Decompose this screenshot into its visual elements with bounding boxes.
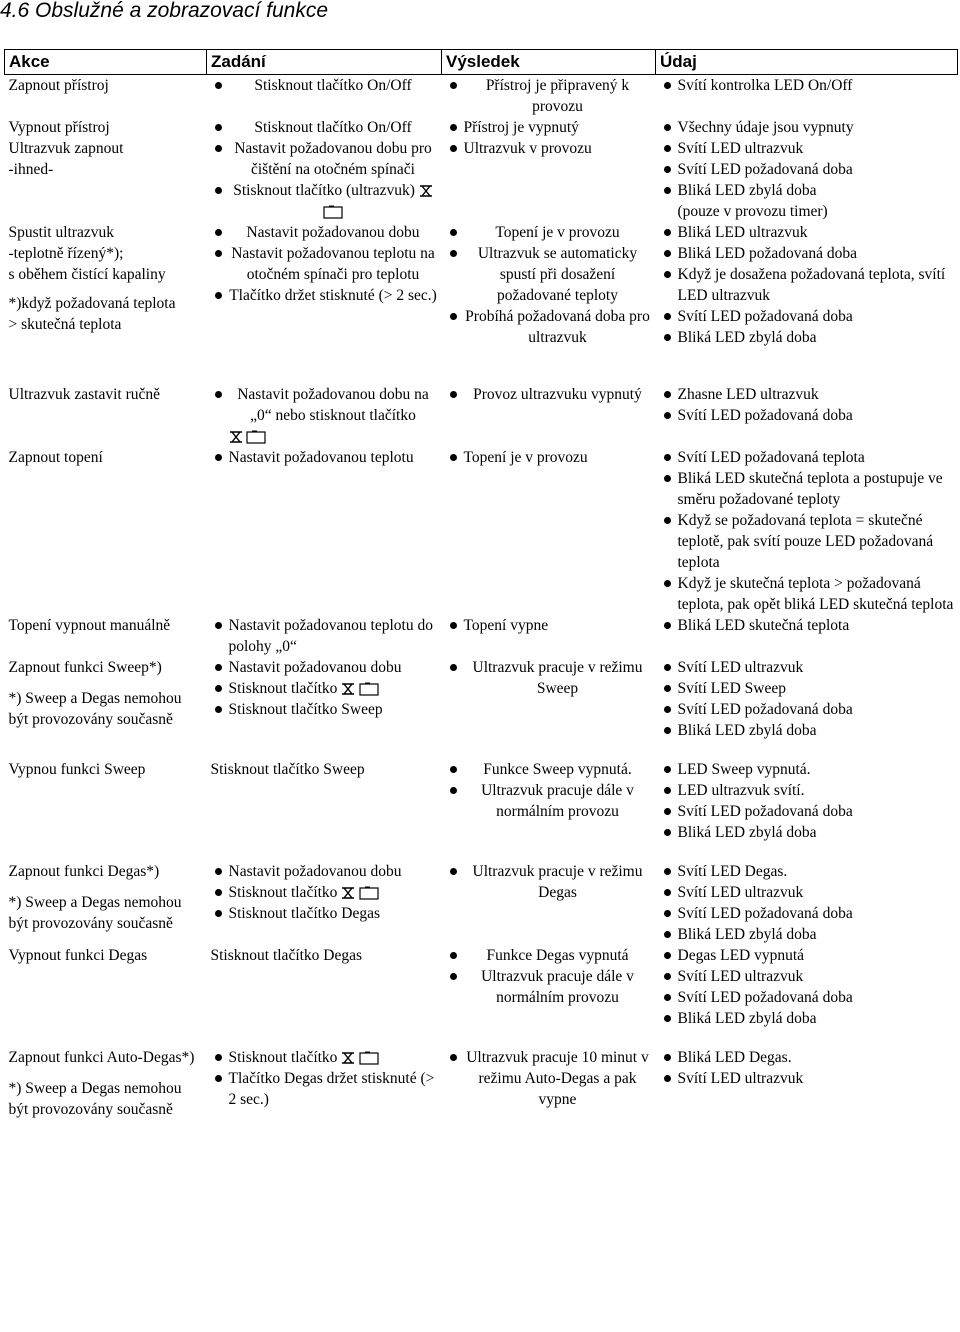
list-item: Ultrazvuk pracuje v režimu Degas [464,861,652,903]
button-icons [229,428,267,445]
timer-icon [359,1051,379,1065]
list-item: Nastavit požadovanou dobu [229,861,438,882]
cell-zadani [207,447,442,615]
list-item: Nastavit požadovanou teplotu [229,447,438,468]
list-item: Bliká LED skutečná teplota a postupuje ve směru požadované teploty [678,468,954,510]
table-row [5,1047,958,1120]
list-item: Svítí kontrolka LED On/Off [678,75,954,96]
cell-akce: Ultrazvuk zastavit ručně [8,386,160,403]
cell-udaj [656,861,958,945]
cell-zadani [207,861,442,945]
cell-akce: Ultrazvuk zapnout -ihned- [8,140,124,178]
list-item: Stisknout tlačítko Sweep [229,699,438,720]
list-item: Svítí LED požadovaná doba [678,699,954,720]
col-header-zadani: Zadání [207,50,442,75]
list-item: Nastavit požadovanou dobu na „0“ nebo stisknout tlačítko [229,384,438,426]
cell-udaj [656,447,958,615]
cell-udaj [656,222,958,348]
cell-akce: Zapnout funkci Degas*) *) Sweep a Degas nemohou být provozovány současně [8,863,182,932]
table-row [5,384,958,447]
cell-zadani [207,117,442,138]
list-item: Nastavit požadovanou dobu [229,657,438,678]
cell-vysledek [442,447,656,615]
list-item: Stisknout tlačítko On/Off [229,117,438,138]
timer-icon [246,430,266,444]
list-item: Svítí LED Degas. [678,861,954,882]
ultrasound-icon [229,431,243,443]
ultrasound-icon [341,887,355,899]
list-item: Ultrazvuk pracuje dále v normálním provozu [464,966,652,1008]
list-item: Nastavit požadovanou teplotu do polohy „0“ [229,615,438,657]
table-row [5,447,958,615]
list-item: Probíhá požadovaná doba pro ultrazvuk [465,308,650,346]
ultrasound-icon [341,683,355,695]
table-row [5,945,958,1029]
cell-akce: Zapnout funkci Sweep*) *) Sweep a Degas nemohou být provozovány současně [8,659,182,728]
list-item: Stisknout tlačítko [229,882,438,903]
list-item: Stisknout tlačítko (ultrazvuk) [229,180,438,222]
list-item: Když se požadovaná teplota = skutečné teplotě, pak svítí pouze LED požadovaná teplota [678,510,954,573]
table-row [5,657,958,741]
list-item: Svítí LED požadovaná doba [678,903,954,924]
cell-vysledek [442,75,656,118]
list-item: Bliká LED zbylá doba [678,1008,954,1029]
list-item: Všechny údaje jsou vypnuty [678,117,954,138]
list-item: Bliká LED zbylá doba [678,924,954,945]
ultrasound-icon [419,185,433,197]
list-item: Degas LED vypnutá [678,945,954,966]
list-item: Svítí LED požadovaná teplota [678,447,954,468]
col-header-udaj: Údaj [656,50,958,75]
list-item: Topení je v provozu [464,222,652,243]
cell-akce: Zapnout funkci Auto-Degas*) *) Sweep a Degas nemohou být provozovány současně [8,1049,195,1118]
list-item: Nastavit požadovanou teplotu na otočném spínači pro teplotu [229,243,438,285]
list-item: Bliká LED ultrazvuk [678,222,954,243]
list-item: Stisknout tlačítko On/Off [229,75,438,96]
cell-zadani [207,75,442,118]
table-row [5,615,958,657]
button-icons [337,680,379,697]
list-item: Funkce Sweep vypnutá. [464,759,652,780]
cell-zadani [207,615,442,657]
cell-vysledek [442,1047,656,1120]
list-item: Provoz ultrazvuku vypnutý [464,384,652,405]
cell-udaj [656,657,958,741]
ultrasound-icon [341,1052,355,1064]
cell-udaj [656,75,958,118]
cell-udaj [656,615,958,657]
header-row [5,50,958,75]
list-item: Bliká LED zbylá doba [678,327,954,348]
list-item: Svítí LED ultrazvuk [678,966,954,987]
list-item: Svítí LED ultrazvuk [678,882,954,903]
list-item: Funkce Degas vypnutá [464,945,652,966]
list-item: Přístroj je vypnutý [464,117,652,138]
timer-icon [359,886,379,900]
cell-akce: Vypnout přístroj [8,119,110,136]
col-header-vysledek: Výsledek [442,50,656,75]
cell-akce: Vypnout funkci Degas [8,947,148,964]
list-item: Bliká LED zbylá doba [678,180,954,201]
table-row [5,138,958,222]
list-item: Svítí LED požadovaná doba [678,987,954,1008]
cell-zadani [207,1047,442,1120]
list-item: Svítí LED požadovaná doba [678,306,954,327]
cell-zadani: Stisknout tlačítko Sweep [210,761,365,778]
list-item: Topení vypne [464,615,652,636]
table-row [5,75,958,118]
cell-udaj: Svítí LED ultrazvuk Svítí LED požadovaná doba Bliká LED zbylá doba (pouze v provozu timer) [656,138,958,222]
list-item: Nastavit požadovanou dobu [229,222,438,243]
cell-zadani [207,384,442,447]
cell-udaj [656,117,958,138]
list-item: Když je skutečná teplota > požadovaná teplota, pak opět bliká LED skutečná teplota [677,575,954,613]
list-item: Bliká LED požadovaná doba [678,243,954,264]
list-item: Stisknout tlačítko Degas [229,903,438,924]
list-item: Svítí LED požadovaná doba [678,801,954,822]
cell-udaj [656,759,958,843]
cell-vysledek [442,657,656,741]
list-item: Tlačítko Degas držet stisknuté (> 2 sec.) [229,1068,438,1110]
cell-udaj [656,945,958,1029]
cell-zadani [207,222,442,348]
cell-zadani [207,138,442,222]
list-item: Svítí LED ultrazvuk [678,1068,954,1089]
cell-vysledek [442,222,656,348]
list-item: Tlačítko držet stisknuté (> 2 sec.) [229,287,437,304]
list-item: Ultrazvuk se automaticky spustí při dosažení požadované teploty [464,243,652,306]
list-item: Stisknout tlačítko [229,678,438,699]
list-item: Svítí LED požadovaná doba [678,405,954,426]
list-item: Ultrazvuk v provozu [464,138,652,159]
cell-akce: Topení vypnout manuálně [8,617,171,634]
cell-akce: Vypnou funkci Sweep [8,761,146,778]
cell-vysledek [442,138,656,222]
button-icons [337,1049,379,1066]
list-item: Svítí LED Sweep [678,678,954,699]
cell-akce: Zapnout přístroj [5,75,207,118]
function-table [4,49,958,1120]
cell-akce: Zapnout topení [8,449,103,466]
list-item: Zhasne LED ultrazvuk [678,384,954,405]
list-item: Svítí LED ultrazvuk [678,138,954,159]
list-item: Bliká LED skutečná teplota [678,615,954,636]
list-item: LED Sweep vypnutá. [678,759,954,780]
cell-vysledek [442,759,656,843]
list-item: Ultrazvuk pracuje v režimu Sweep [464,657,652,699]
cell-vysledek [442,384,656,447]
list-item: Topení je v provozu [464,447,652,468]
cell-zadani: Stisknout tlačítko Degas [210,947,363,964]
cell-udaj [656,384,958,447]
list-item: Ultrazvuk pracuje dále v normálním provozu [464,780,652,822]
page-title: 4.6 Obslužné a zobrazovací funkce [0,0,329,22]
list-item: Svítí LED ultrazvuk [678,657,954,678]
list-item: Nastavit požadovanou dobu pro čištění na otočném spínači [229,138,438,180]
list-item: Stisknout tlačítko [229,1047,438,1068]
list-item: Bliká LED zbylá doba [678,822,954,843]
cell-akce: Spustit ultrazvuk -teplotně řízený*); s oběhem čistící kapaliny *)když požadovaná teplota > skutečná teplota [8,224,176,333]
cell-vysledek [442,945,656,1029]
cell-udaj [656,1047,958,1120]
timer-icon [323,205,343,219]
button-icons [337,884,379,901]
list-item: Když je dosažena požadovaná teplota, svítí LED ultrazvuk [678,264,954,306]
list-item: Ultrazvuk pracuje 10 minut v režimu Auto-Degas a pak vypne [464,1047,652,1110]
timer-icon [359,682,379,696]
col-header-akce: Akce [5,50,207,75]
cell-vysledek [442,615,656,657]
list-item: Přístroj je připravený k provozu [464,75,652,117]
list-item: Svítí LED požadovaná doba [678,159,954,180]
cell-vysledek [442,117,656,138]
table-row [5,222,958,348]
cell-vysledek [442,861,656,945]
list-item: LED ultrazvuk svítí. [678,780,954,801]
table-row [5,117,958,138]
table-row [5,861,958,945]
table-row [5,759,958,843]
cell-zadani [207,657,442,741]
list-item: Bliká LED zbylá doba [678,720,954,741]
list-item: Bliká LED Degas. [678,1047,954,1068]
